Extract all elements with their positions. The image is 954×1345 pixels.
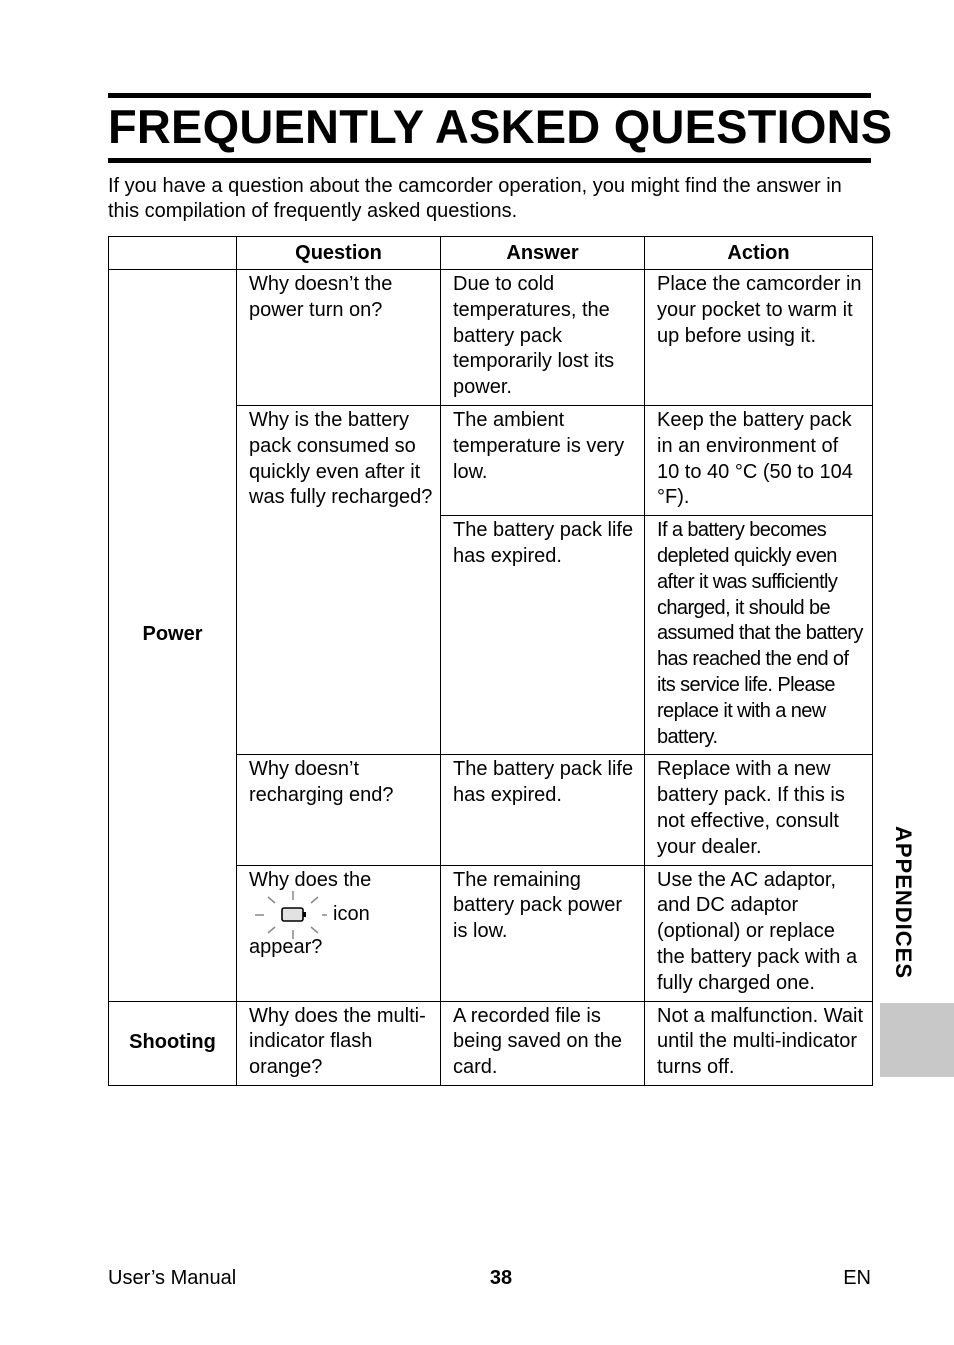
question-text-end: appear?	[249, 936, 323, 959]
side-tab-marker	[880, 1003, 954, 1077]
faq-table	[108, 236, 873, 1086]
answer-cell: The battery pack life has expired.	[441, 755, 645, 865]
question-cell: Why is the battery pack consumed so quickly even after it was fully recharged?	[237, 405, 441, 754]
question-cell: Why does the multi-indicator flash orange?	[237, 1001, 441, 1085]
blinking-battery-icon	[251, 889, 327, 941]
answer-cell: Due to cold temperatures, the battery pack temporarily lost its power.	[441, 270, 645, 406]
title-rule-top	[108, 93, 871, 98]
action-cell: Not a malfunction. Wait until the multi-indicator turns off.	[645, 1001, 873, 1085]
intro-paragraph: If you have a question about the camcorder operation, you might find the answer in this compilation of frequently asked questions.	[108, 175, 842, 222]
category-power: Power	[109, 270, 237, 1002]
table-header-row	[109, 237, 873, 270]
footer-language: EN	[843, 1267, 871, 1289]
table-row	[109, 1001, 873, 1085]
answer-cell: The remaining battery pack power is low.	[441, 865, 645, 1001]
question-icon-line	[249, 897, 434, 933]
action-cell: Use the AC adaptor, and DC adaptor (optional) or replace the battery pack with a fully charged one.	[645, 865, 873, 1001]
page-title: FREQUENTLY ASKED QUESTIONS	[108, 100, 893, 153]
action-cell: Keep the battery pack in an environment of 10 to 40 °C (50 to 104 °F).	[645, 405, 873, 515]
question-cell	[237, 865, 441, 1001]
footer-page-number: 38	[489, 1267, 513, 1289]
answer-cell: The ambient temperature is very low.	[441, 405, 645, 515]
question-icon-word: icon	[333, 903, 370, 926]
action-cell: If a battery becomes depleted quickly even after it was sufficiently charged, it should be assumed that the battery has reached the end of its service life. Please replace it with a new battery.	[645, 516, 873, 755]
title-rule-bottom	[108, 158, 871, 163]
header-category	[109, 237, 237, 270]
header-action: Action	[645, 237, 873, 270]
header-question: Question	[237, 237, 441, 270]
header-answer: Answer	[441, 237, 645, 270]
category-shooting: Shooting	[109, 1001, 237, 1085]
answer-cell: The battery pack life has expired.	[441, 516, 645, 755]
answer-cell: A recorded file is being saved on the card.	[441, 1001, 645, 1085]
question-cell: Why doesn’t the power turn on?	[237, 270, 441, 406]
footer-manual-label: User’s Manual	[108, 1267, 237, 1289]
action-cell: Place the camcorder in your pocket to warm it up before using it.	[645, 270, 873, 406]
action-cell: Replace with a new battery pack. If this is not effective, consult your dealer.	[645, 755, 873, 865]
table-row	[109, 270, 873, 406]
side-tab-label: APPENDICES	[891, 826, 916, 980]
question-cell: Why doesn’t recharging end?	[237, 755, 441, 865]
question-text-start: Why does the	[249, 868, 372, 891]
